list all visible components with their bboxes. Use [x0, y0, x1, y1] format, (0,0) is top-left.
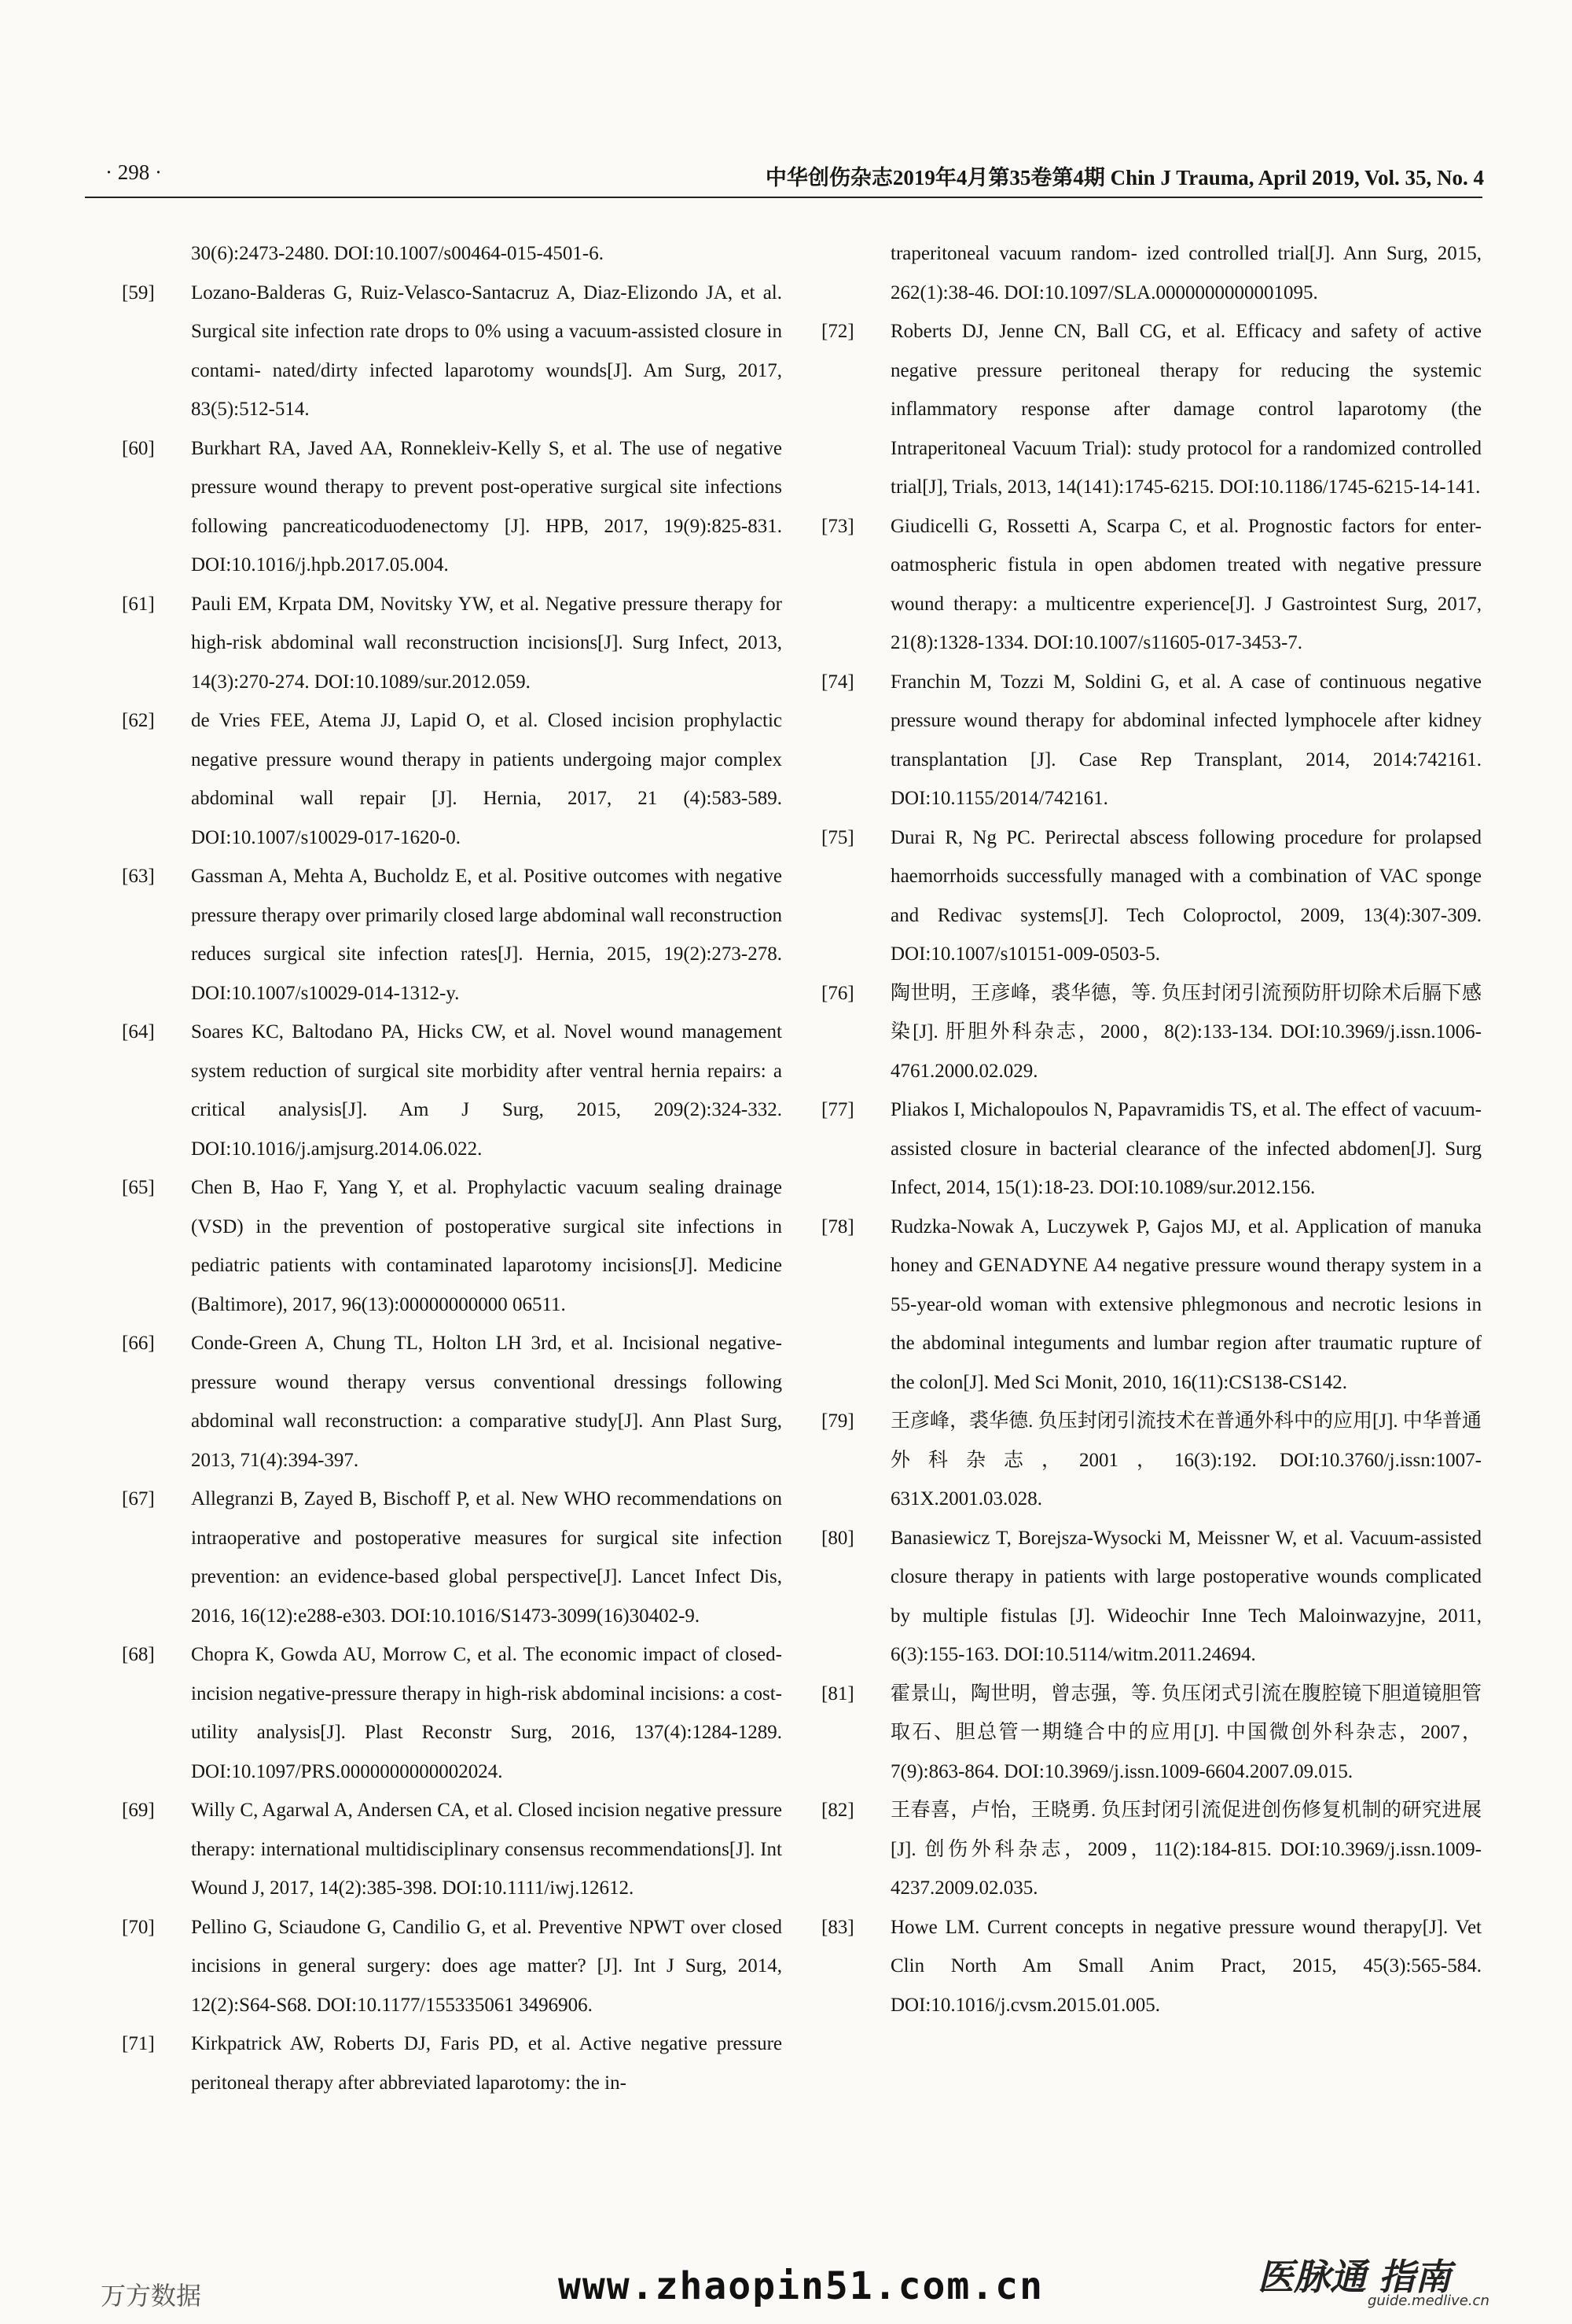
reference-item	[821, 507, 1482, 663]
reference-text: Kirkpatrick AW, Roberts DJ, Faris PD, et al. Active negative pressure peritoneal therapy after abbreviated laparotomy: the in-	[191, 2033, 782, 2094]
reference-number: [68]	[122, 1644, 155, 1665]
reference-item	[122, 1013, 782, 1168]
reference-text: Lozano-Balderas G, Ruiz-Velasco-Santacruz A, Diaz-Elizondo JA, et al. Surgical site infection rate drops to 0% using a vacuum-assisted closure in contami- nated/dirty infected laparotomy wounds[J]. Am Surg, 2017, 83(5):512-514.	[191, 281, 782, 420]
reference-number: [82]	[821, 1800, 854, 1821]
reference-text: 霍景山，陶世明，曾志强，等. 负压闭式引流在腹腔镜下胆道镜胆管取石、胆总管一期缝合中的应用[J]. 中国微创外科杂志，2007，7(9):863-864. DOI:10.3969/j.issn.1009-6604.2007.09.015.	[891, 1682, 1482, 1782]
reference-number: [72]	[821, 321, 854, 342]
reference-number: [80]	[821, 1527, 854, 1549]
reference-number: [62]	[122, 710, 155, 731]
reference-text: Gassman A, Mehta A, Bucholdz E, et al. Positive outcomes with negative pressure therapy over primarily closed large abdominal wall reconstruction reduces surgical site infection rates[J]. Hernia, 2015, 19(2):273-278. DOI:10.1007/s10029-014-1312-y.	[191, 866, 782, 1004]
reference-number: [61]	[122, 593, 155, 615]
reference-text: Giudicelli G, Rossetti A, Scarpa C, et al. Prognostic factors for enter- oatmospheric fistula in open abdomen treated with negative pressure wound therapy: a multicentre experience[J]. J Gastrointest Surg, 2017, 21(8):1328-1334. DOI:10.1007/s11605-017-3453-7.	[891, 515, 1482, 653]
reference-text: traperitoneal vacuum random- ized controlled trial[J]. Ann Surg, 2015, 262(1):38-46. DOI:10.1097/SLA.0000000000001095.	[891, 243, 1482, 303]
reference-number: [59]	[122, 281, 155, 303]
reference-number: [60]	[122, 437, 155, 459]
reference-number: [79]	[821, 1410, 854, 1432]
reference-item	[122, 274, 782, 429]
left-column	[122, 234, 782, 2102]
reference-item	[122, 1168, 782, 1324]
reference-item	[821, 1519, 1482, 1675]
reference-text: Allegranzi B, Zayed B, Bischoff P, et al. New WHO recommendations on intraoperative and postoperative measures for surgical site infection prevention: an evidence-based global perspective[J]. Lancet Infect Dis, 2016, 16(12):e288-e303. DOI:10.1016/S1473-3099(16)30402-9.	[191, 1488, 782, 1627]
header-rule	[85, 197, 1482, 198]
reference-text: Willy C, Agarwal A, Andersen CA, et al. Closed incision negative pressure therapy: international multidisciplinary consensus recommendations[J]. Int Wound J, 2017, 14(2):385-398. DOI:10.1111/iwj.12612.	[191, 1800, 782, 1899]
reference-item	[122, 1791, 782, 1908]
reference-text: 王彦峰，裘华德. 负压封闭引流技术在普通外科中的应用[J]. 中华普通外科杂志，2001，16(3):192. DOI:10.3760/j.issn:1007-631X.2001.03.028.	[891, 1410, 1482, 1509]
brand-url: guide.medlive.cn	[1368, 2293, 1489, 2309]
reference-item	[821, 818, 1482, 974]
watermark-source: 万方数据	[101, 2281, 202, 2311]
reference-number: [75]	[821, 826, 854, 848]
reference-text: Pliakos I, Michalopoulos N, Papavramidis TS, et al. The effect of vacuum-assisted closure in bacterial clearance of the infected abdomen[J]. Surg Infect, 2014, 15(1):18-23. DOI:10.1089/sur.2012.156.	[891, 1099, 1482, 1198]
reference-item	[122, 701, 782, 857]
reference-text: de Vries FEE, Atema JJ, Lapid O, et al. Closed incision prophylactic negative pressure wound therapy in patients undergoing major complex abdominal wall repair [J]. Hernia, 2017, 21 (4):583-589. DOI:10.1007/s10029-017-1620-0.	[191, 710, 782, 848]
reference-text: Howe LM. Current concepts in negative pressure wound therapy[J]. Vet Clin North Am Small Anim Pract, 2015, 45(3):565-584. DOI:10.1016/j.cvsm.2015.01.005.	[891, 1916, 1482, 2016]
reference-number: [78]	[821, 1215, 854, 1237]
reference-number: [76]	[821, 982, 854, 1004]
reference-item	[122, 1324, 782, 1480]
brand-name: 医脉通 指南	[1258, 2256, 1452, 2298]
reference-text: Pauli EM, Krpata DM, Novitsky YW, et al. Negative pressure therapy for high-risk abdominal wall reconstruction incisions[J]. Surg Infect, 2013, 14(3):270-274. DOI:10.1089/sur.2012.059.	[191, 593, 782, 693]
reference-item	[122, 1480, 782, 1635]
reference-item	[122, 585, 782, 702]
reference-number: [70]	[122, 1916, 155, 1938]
page-number: · 298 ·	[105, 160, 162, 184]
reference-item	[821, 1402, 1482, 1519]
reference-item	[821, 974, 1482, 1091]
reference-item	[821, 312, 1482, 507]
journal-citation: 中华创伤杂志2019年4月第35卷第4期 Chin J Trauma, April 2019, Vol. 35, No. 4	[765, 166, 1484, 189]
reference-continuation	[821, 234, 1482, 312]
reference-text: Banasiewicz T, Borejsza-Wysocki M, Meissner W, et al. Vacuum-assisted closure therapy in patients with large postoperative wounds complicated by multiple fistulas [J]. Wideochir Inne Tech Maloinwazyjne, 2011, 6(3):155-163. DOI:10.5114/witm.2011.24694.	[891, 1527, 1482, 1665]
reference-item	[122, 2024, 782, 2102]
reference-item	[821, 663, 1482, 818]
reference-text: Conde-Green A, Chung TL, Holton LH 3rd, et al. Incisional negative-pressure wound therapy versus conventional dressings following abdominal wall reconstruction: a comparative study[J]. Ann Plast Surg, 2013, 71(4):394-397.	[191, 1333, 782, 1471]
reference-text: Pellino G, Sciaudone G, Candilio G, et al. Preventive NPWT over closed incisions in general surgery: does age matter? [J]. Int J Surg, 2014, 12(2):S64-S68. DOI:10.1177/155335061 3496906.	[191, 1916, 782, 2016]
reference-text: 王春喜，卢怡，王晓勇. 负压封闭引流促进创伤修复机制的研究进展[J]. 创伤外科杂志，2009，11(2):184-815. DOI:10.3969/j.issn.1009-4237.2009.02.035.	[891, 1800, 1482, 1899]
reference-text: Roberts DJ, Jenne CN, Ball CG, et al. Efficacy and safety of active negative pressure peritoneal therapy for reducing the systemic inflammatory response after damage control laparotomy (the Intraperitoneal Vacuum Trial): study protocol for a randomized controlled trial[J], Trials, 2013, 14(141):1745-6215. DOI:10.1186/1745-6215-14-141.	[891, 321, 1482, 498]
reference-text: Burkhart RA, Javed AA, Ronnekleiv-Kelly S, et al. The use of negative pressure wound therapy to prevent post-operative surgical site infections following pancreaticoduodenectomy [J]. HPB, 2017, 19(9):825-831. DOI:10.1016/j.hpb.2017.05.004.	[191, 437, 782, 575]
reference-text: 陶世明，王彦峰，裘华德，等. 负压封闭引流预防肝切除术后膈下感染[J]. 肝胆外科杂志，2000，8(2):133-134. DOI:10.3969/j.issn.1006-4761.2000.02.029.	[891, 982, 1482, 1082]
reference-number: [65]	[122, 1177, 155, 1198]
brand-logo	[1258, 2249, 1493, 2311]
reference-item	[821, 1090, 1482, 1208]
reference-number: [73]	[821, 515, 854, 537]
right-column	[821, 234, 1482, 2024]
footer-url-link[interactable]: www.zhaopin51.com.cn	[558, 2264, 1044, 2308]
reference-text: Chen B, Hao F, Yang Y, et al. Prophylactic vacuum sealing drainage (VSD) in the prevention of postoperative surgical site infections in pediatric patients with contaminated laparotomy incisions[J]. Medicine (Baltimore), 2017, 96(13):00000000000 06511.	[191, 1177, 782, 1315]
reference-item	[122, 857, 782, 1013]
reference-continuation	[122, 234, 782, 274]
reference-number: [74]	[821, 671, 854, 693]
reference-number: [69]	[122, 1800, 155, 1821]
reference-item	[821, 1908, 1482, 2025]
reference-text: 30(6):2473-2480. DOI:10.1007/s00464-015-4501-6.	[191, 243, 604, 264]
reference-text: Rudzka-Nowak A, Luczywek P, Gajos MJ, et al. Application of manuka honey and GENADYNE A4 negative pressure wound therapy system in a 55-year-old woman with extensive phlegmonous and necrotic lesions in the abdominal integuments and lumbar region after traumatic rupture of the colon[J]. Med Sci Monit, 2010, 16(11):CS138-CS142.	[891, 1215, 1482, 1393]
reference-item	[122, 1908, 782, 2025]
reference-number: [67]	[122, 1488, 155, 1509]
reference-item	[122, 429, 782, 585]
reference-item	[821, 1791, 1482, 1908]
reference-number: [64]	[122, 1021, 155, 1042]
reference-item	[821, 1208, 1482, 1403]
reference-number: [83]	[821, 1916, 854, 1938]
running-header	[85, 160, 1484, 192]
reference-number: [63]	[122, 866, 155, 887]
reference-text: Soares KC, Baltodano PA, Hicks CW, et al. Novel wound management system reduction of surgical site morbidity after ventral hernia repairs: a critical analysis[J]. Am J Surg, 2015, 209(2):324-332. DOI:10.1016/j.amjsurg.2014.06.022.	[191, 1021, 782, 1160]
reference-item	[821, 1675, 1482, 1792]
reference-item	[122, 1635, 782, 1791]
reference-number: [77]	[821, 1099, 854, 1120]
reference-list	[821, 312, 1482, 2024]
reference-text: Durai R, Ng PC. Perirectal abscess following procedure for prolapsed haemorrhoids successfully managed with a combination of VAC sponge and Redivac systems[J]. Tech Coloproctol, 2009, 13(4):307-309. DOI:10.1007/s10151-009-0503-5.	[891, 826, 1482, 965]
reference-text: Chopra K, Gowda AU, Morrow C, et al. The economic impact of closed-incision negative-pressure therapy in high-risk abdominal incisions: a cost-utility analysis[J]. Plast Reconstr Surg, 2016, 137(4):1284-1289. DOI:10.1097/PRS.0000000000002024.	[191, 1644, 782, 1782]
reference-number: [71]	[122, 2033, 155, 2054]
reference-number: [81]	[821, 1682, 854, 1704]
reference-text: Franchin M, Tozzi M, Soldini G, et al. A case of continuous negative pressure wound therapy for abdominal infected lymphocele after kidney transplantation [J]. Case Rep Transplant, 2014, 2014:742161. DOI:10.1155/2014/742161.	[891, 671, 1482, 809]
reference-list	[122, 274, 782, 2103]
reference-number: [66]	[122, 1333, 155, 1354]
